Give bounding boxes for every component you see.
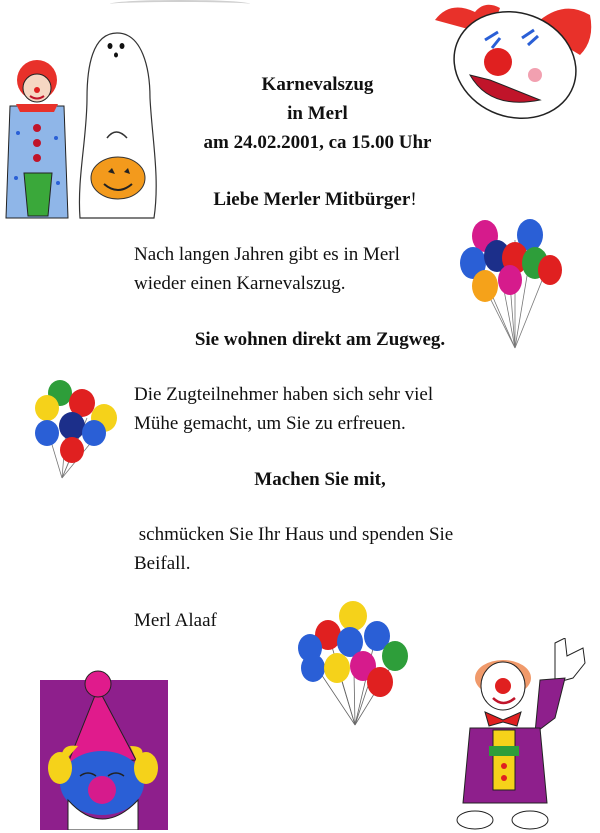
closing-merl-alaaf: Merl Alaaf <box>134 610 217 631</box>
para1-line-2: wieder einen Karnevalszug. <box>134 273 346 294</box>
para3-line-2: Beifall. <box>134 553 191 574</box>
para3-line-1: schmücken Sie Ihr Haus und spenden Sie <box>134 524 454 545</box>
title-line-3-date: am 24.02.2001, ca 15.00 Uhr <box>203 132 432 153</box>
bold-statement-mitmachen: Machen Sie mit, <box>254 469 386 490</box>
balloon-cluster-left-icon <box>32 378 127 483</box>
para2-line-1: Die Zugteilnehmer haben sich sehr viel <box>134 384 434 405</box>
bold-statement-zugweg: Sie wohnen direkt am Zugweg. <box>194 329 446 350</box>
clown-face-icon <box>430 0 595 125</box>
balloon-cluster-right-icon <box>455 218 565 353</box>
para1-line-1: Nach langen Jahren gibt es in Merl <box>134 244 400 265</box>
para2-line-2: Mühe gemacht, um Sie zu erfreuen. <box>134 413 406 434</box>
greeting-mark: ! <box>410 189 417 210</box>
greeting <box>170 185 460 214</box>
clown-with-hat-icon <box>38 668 170 830</box>
clown-pointing-icon <box>455 638 595 830</box>
top-edge-curve <box>110 0 250 8</box>
balloon-cluster-bottom-icon <box>295 600 415 730</box>
clown-small-icon <box>2 58 72 223</box>
title-line-1: Karnevalszug <box>261 74 374 95</box>
ghost-icon <box>72 28 162 223</box>
greeting-bold: Liebe Merler Mitbürger <box>213 189 411 210</box>
title-line-2: in Merl <box>287 103 348 124</box>
